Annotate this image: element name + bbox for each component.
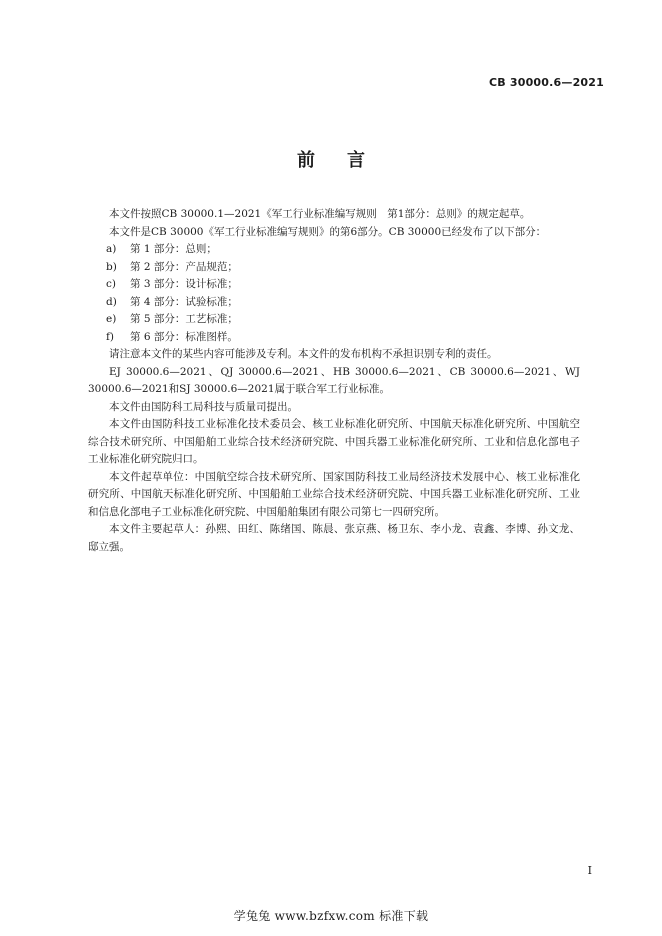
- list-text: 第 5 部分：工艺标准；: [130, 313, 238, 325]
- watermark-text: 学兔兔 www.bzfxw.com 标准下载: [233, 909, 429, 923]
- list-marker: c): [106, 278, 116, 290]
- list-marker: a): [106, 243, 117, 255]
- paragraph-joint-standards: EJ 30000.6—2021、QJ 30000.6—2021、HB 30000.6—2021、CB 30000.6—2021、WJ 30000.6—2021和SJ 30000.6—2021属于联合军工行业标准。: [88, 365, 580, 395]
- page-title: [0, 146, 662, 172]
- paragraph-drafting-units: 本文件起草单位：中国航空综合技术研究所、国家国防科技工业局经济技术发展中心、核工业标准化研究所、中国航天标准化研究所、中国船舶工业综合技术经济研究院、中国兵器工业标准化研究所、工业和信息化部电子工业标准化研究院、中国船舶集团有限公司第七一四研究所。: [88, 470, 580, 518]
- list-item: [88, 259, 580, 277]
- paragraph-proposer: 本文件由国防科工局科技与质量司提出。: [109, 400, 298, 413]
- document-code: CB 30000.6—2021: [488, 76, 604, 89]
- list-item: [88, 329, 580, 347]
- paragraph-main-drafters: 本文件主要起草人：孙熙、田红、陈绪国、陈晨、张京燕、杨卫东、李小龙、袁鑫、李博、孙文龙、邸立强。: [88, 523, 580, 553]
- list-marker: e): [106, 313, 117, 325]
- list-text: 第 4 部分：试验标准；: [130, 295, 238, 308]
- list-item: [88, 276, 580, 294]
- list-item: [88, 311, 580, 329]
- list-text: 第 2 部分：产品规范；: [130, 260, 238, 273]
- list-marker: b): [106, 260, 117, 273]
- page-number: I: [587, 864, 592, 877]
- list-text: 第 3 部分：设计标准；: [130, 278, 238, 290]
- list-marker: d): [106, 295, 117, 308]
- title-char-1: 前: [297, 150, 315, 171]
- paragraph-drafting-basis: 本文件按照CB 30000.1—2021《军工行业标准编写规则 第1部分：总则》的规定起草。: [109, 208, 531, 220]
- paragraph-patent-notice: 请注意本文件的某些内容可能涉及专利。本文件的发布机构不承担识别专利的责任。: [109, 348, 498, 360]
- list-marker: f): [106, 330, 114, 343]
- list-text: 第 1 部分：总则；: [130, 243, 217, 255]
- foreword-body: [88, 206, 580, 556]
- title-char-2: 言: [347, 150, 365, 171]
- list-item: [88, 294, 580, 312]
- paragraph-centralized-management: 本文件由国防科技工业标准化技术委员会、核工业标准化研究所、中国航天标准化研究所、中国航空综合技术研究所、中国船舶工业综合技术经济研究院、中国兵器工业标准化研究所、工业和信息化部电子工业标准化研究院归口。: [88, 418, 580, 465]
- list-text: 第 6 部分：标准图样。: [130, 330, 238, 343]
- list-item: [88, 241, 580, 259]
- paragraph-part-intro: 本文件是CB 30000《军工行业标准编写规则》的第6部分。CB 30000已经发布了以下部分：: [109, 225, 547, 238]
